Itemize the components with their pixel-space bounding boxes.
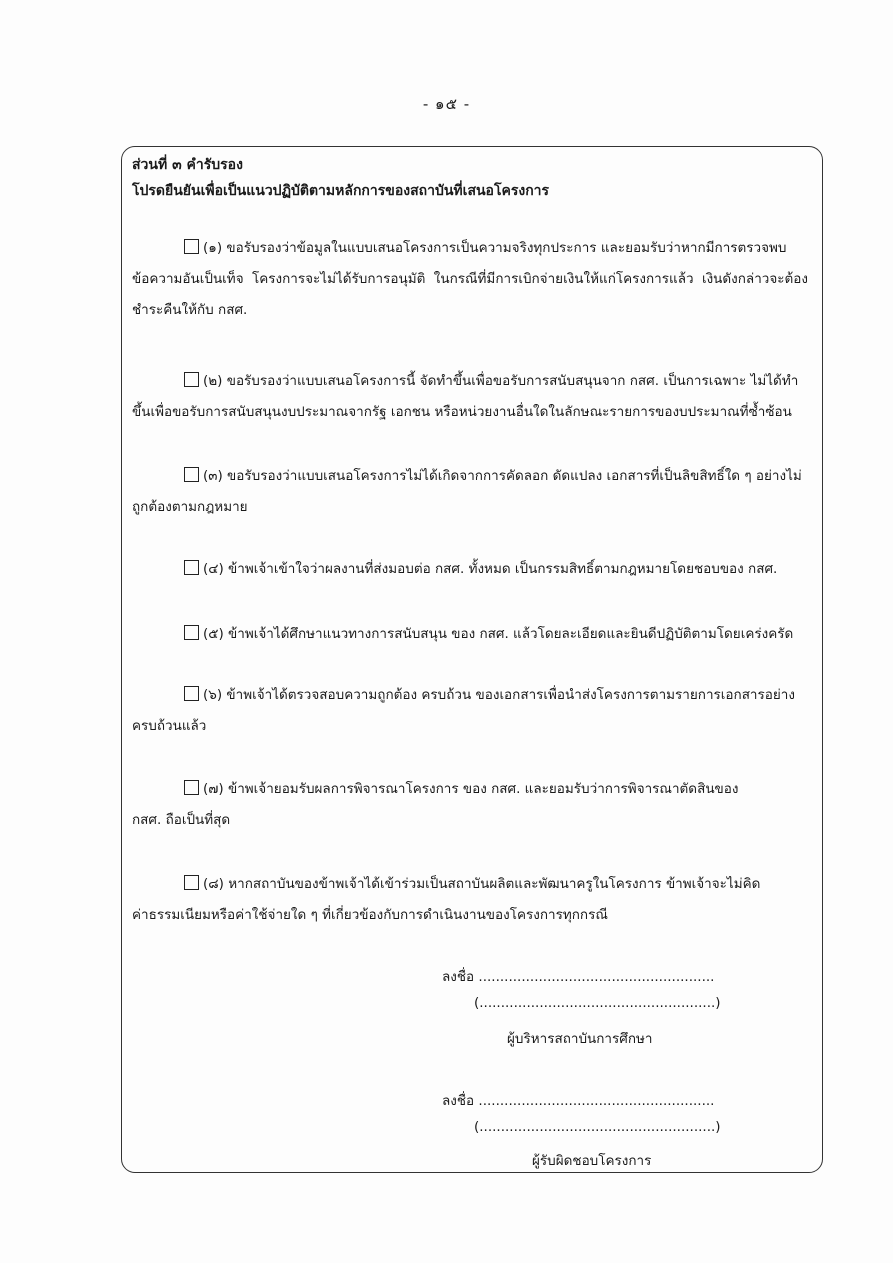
certification-item-5 bbox=[132, 619, 808, 650]
item-2-rest: ขึ้นเพื่อขอรับการสนับสนุนงบประมาณจากรัฐ เอกชน หรือหน่วยงานอื่นใดในลักษณะรายการของบประมาณที่ซ้ำซ้อน bbox=[132, 404, 792, 420]
item-3-rest: ถูกต้องตามกฎหมาย bbox=[132, 499, 248, 515]
checkbox-4[interactable] bbox=[184, 560, 199, 575]
item-4-first-line: (๔) ข้าพเจ้าเข้าใจว่าผลงานที่ส่งมอบต่อ กสศ. ทั้งหมด เป็นกรรมสิทธิ์ตามกฎหมายโดยชอบของ กสศ. bbox=[203, 561, 778, 577]
checkbox-8[interactable] bbox=[184, 875, 199, 890]
signature-line-2: ลงชื่อ ....................................................... bbox=[442, 1093, 715, 1109]
name-line-2: (.......................................................) bbox=[474, 1119, 721, 1135]
item-6-rest: ครบถ้วนแล้ว bbox=[132, 718, 207, 734]
signer-role-1: ผู้บริหารสถาบันการศึกษา bbox=[507, 1031, 653, 1047]
item-1-rest: ข้อความอันเป็นเท็จ โครงการจะไม่ได้รับการอนุมัติ ในกรณีที่มีการเบิกจ่ายเงินให้แก่โครงการแล้ว เงินดังกล่าวจะต้องชำระคืนให้กับ กสศ. bbox=[132, 271, 808, 318]
item-5-first-line: (๕) ข้าพเจ้าได้ศึกษาแนวทางการสนับสนุน ของ กสศ. แล้วโดยละเอียดและยินดีปฏิบัติตามโดยเคร่งครัด bbox=[203, 626, 794, 642]
section-title: ส่วนที่ ๓ คำรับรอง bbox=[132, 157, 243, 173]
item-3-first-line: (๓) ขอรับรองว่าแบบเสนอโครงการไม่ได้เกิดจากการคัดลอก ดัดแปลง เอกสารที่เป็นลิขสิทธิ์ใด ๆ อย่างไม่ bbox=[203, 468, 802, 484]
certification-item-4 bbox=[132, 554, 808, 585]
checkbox-1[interactable] bbox=[184, 239, 199, 254]
item-8-rest: ค่าธรรมเนียมหรือค่าใช้จ่ายใด ๆ ที่เกี่ยวข้องกับการดำเนินงานของโครงการทุกกรณี bbox=[132, 907, 608, 923]
certification-frame bbox=[121, 146, 823, 1173]
certification-item-8 bbox=[132, 869, 808, 931]
item-6-first-line: (๖) ข้าพเจ้าได้ตรวจสอบความถูกต้อง ครบถ้วน ของเอกสารเพื่อนำส่งโครงการตามรายการเอกสารอย่าง bbox=[203, 687, 795, 703]
item-7-first-line: (๗) ข้าพเจ้ายอมรับผลการพิจารณาโครงการ ของ กสศ. และยอมรับว่าการพิจารณาตัดสินของ bbox=[203, 781, 739, 797]
section-subtitle: โปรดยืนยันเพื่อเป็นแนวปฏิบัติตามหลักการของสถาบันที่เสนอโครงการ bbox=[132, 183, 550, 199]
certification-item-3 bbox=[132, 461, 808, 523]
page-number: - ๑๕ - bbox=[422, 95, 471, 113]
certification-item-7 bbox=[132, 774, 808, 836]
item-1-first-line: (๑) ขอรับรองว่าข้อมูลในแบบเสนอโครงการเป็นความจริงทุกประการ และยอมรับว่าหากมีการตรวจพบ bbox=[203, 240, 787, 256]
checkbox-2[interactable] bbox=[184, 372, 199, 387]
name-line-1: (.......................................................) bbox=[474, 995, 721, 1011]
signer-role-2: ผู้รับผิดชอบโครงการ bbox=[532, 1153, 652, 1169]
signature-line-1: ลงชื่อ ....................................................... bbox=[442, 969, 715, 985]
item-8-first-line: (๘) หากสถาบันของข้าพเจ้าได้เข้าร่วมเป็นสถาบันผลิตและพัฒนาครูในโครงการ ข้าพเจ้าจะไม่คิด bbox=[203, 876, 761, 892]
certification-item-1 bbox=[132, 233, 808, 326]
item-7-rest: กสศ. ถือเป็นที่สุด bbox=[132, 812, 231, 828]
checkbox-5[interactable] bbox=[184, 625, 199, 640]
checkbox-3[interactable] bbox=[184, 467, 199, 482]
certification-item-6 bbox=[132, 680, 808, 742]
checkbox-6[interactable] bbox=[184, 686, 199, 701]
checkbox-7[interactable] bbox=[184, 780, 199, 795]
item-2-first-line: (๒) ขอรับรองว่าแบบเสนอโครงการนี้ จัดทำขึ้นเพื่อขอรับการสนับสนุนจาก กสศ. เป็นการเฉพาะ ไม่ได้ทำ bbox=[203, 373, 799, 389]
certification-item-2 bbox=[132, 366, 808, 428]
